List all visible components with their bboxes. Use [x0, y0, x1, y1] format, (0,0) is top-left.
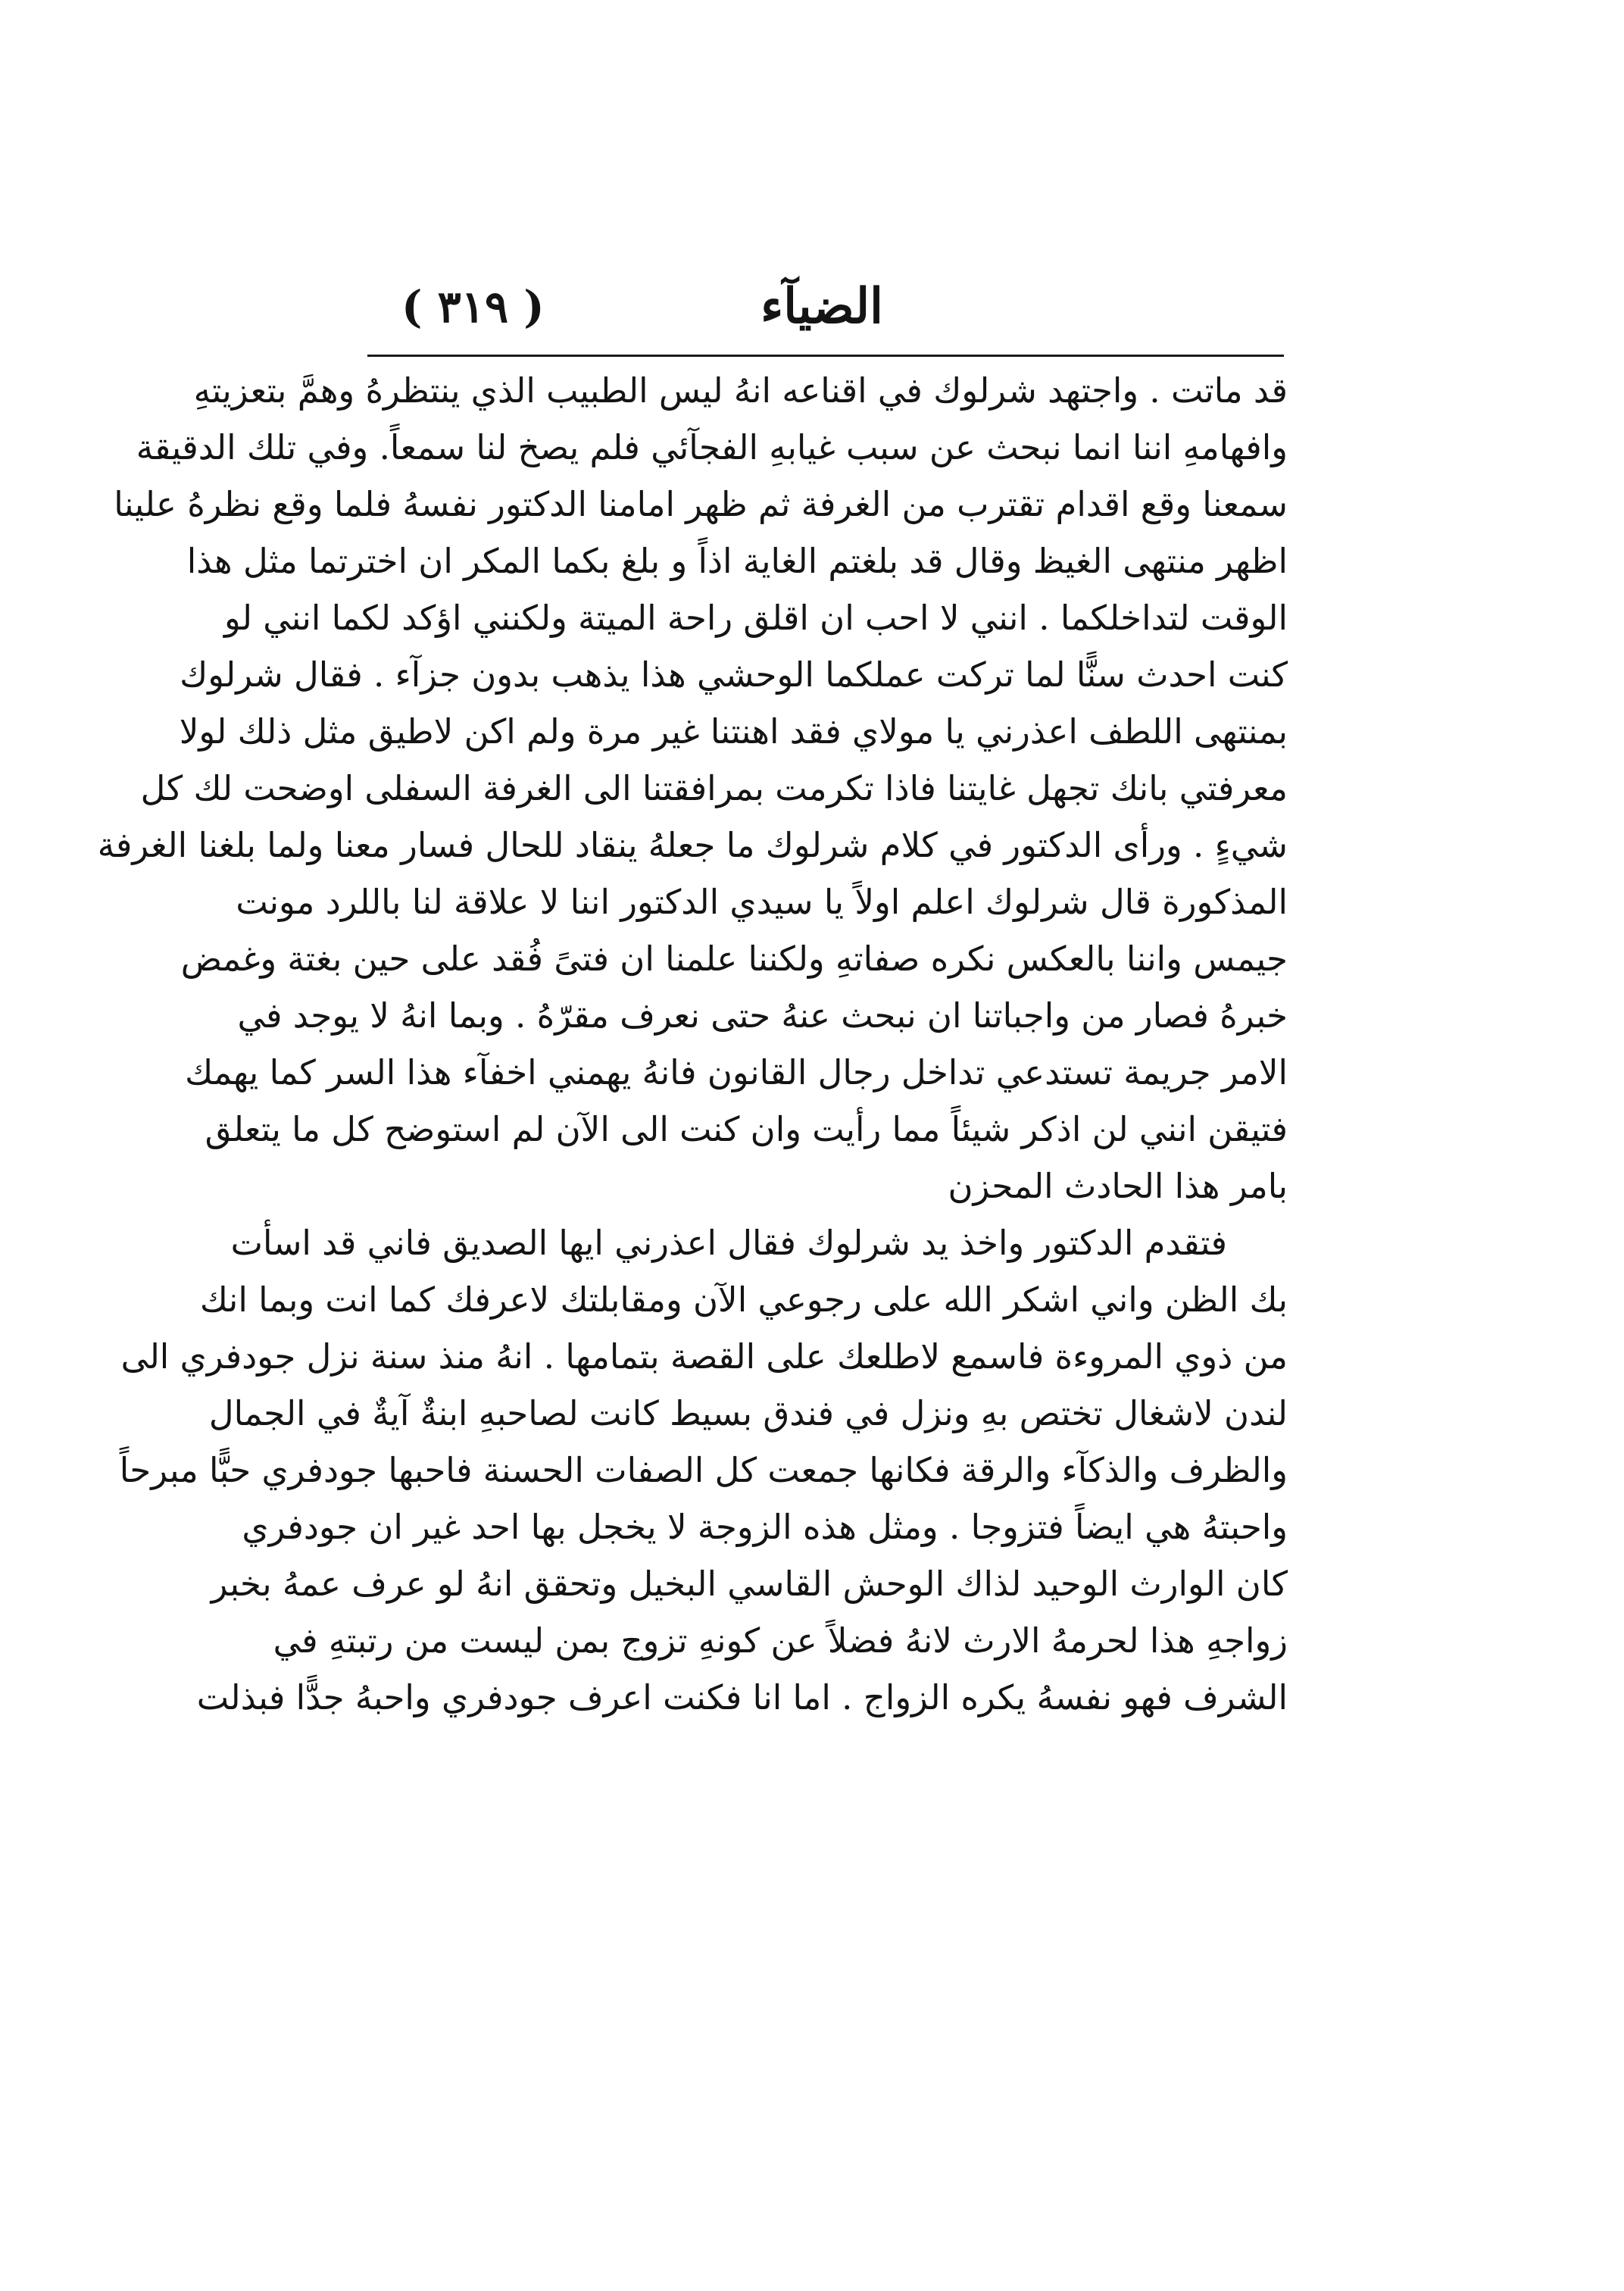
page-header [356, 269, 1288, 352]
text-line: الوقت لتداخلكما . انني لا احب ان اقلق راحة الميتة ولكنني اؤكد لكما انني لو [224, 598, 1288, 638]
body-text [97, 362, 1288, 1726]
text-line: شيءٍ . ورأى الدكتور في كلام شرلوك ما جعلهُ ينقاد للحال فسار معنا ولما بلغنا الغرفة [97, 825, 1288, 865]
text-line: معرفتي بانك تجهل غايتنا فاذا تكرمت بمرافقتنا الى الغرفة السفلى اوضحت لك كل [140, 768, 1288, 808]
text-line: جيمس واننا بالعكس نكره صفاتهِ ولكننا علمنا ان فتىً فُقد على حين بغتة وغمض [180, 939, 1288, 979]
text-line: خبرهُ فصار من واجباتنا ان نبحث عنهُ حتى نعرف مقرّهُ . وبما انهُ لا يوجد في [237, 995, 1288, 1036]
text-line: الشرف فهو نفسهُ يكره الزواج . اما انا فكنت اعرف جودفري واحبهُ جدًّا فبذلت [196, 1677, 1288, 1717]
text-line: وافهامهِ اننا انما نبحث عن سبب غيابهِ الفجآئي فلم يصخ لنا سمعاً. وفي تلك الدقيقة [136, 427, 1288, 467]
text-line: زواجهِ هذا لحرمهُ الارث لانهُ فضلاً عن كونهِ تزوج بمن ليست من رتبتهِ في [273, 1621, 1288, 1661]
text-line: كان الوارث الوحيد لذاك الوحش القاسي البخيل وتحقق انهُ لو عرف عمهُ بخبر [211, 1564, 1288, 1604]
text-line: من ذوي المروءة فاسمع لاطلعك على القصة بتمامها . انهُ منذ سنة نزل جودفري الى [120, 1336, 1288, 1377]
page-number: ( ٣١٩ ) [401, 281, 545, 333]
text-line: كنت احدث سنًّا لما تركت عملكما الوحشي هذا يذهب بدون جزآء . فقال شرلوك [180, 655, 1288, 695]
text-line: قد ماتت . واجتهد شرلوك في اقناعه انهُ ليس الطبيب الذي ينتظرهُ وهمَّ بتعزيتهِ [193, 370, 1288, 411]
text-line: بمنتهى اللطف اعذرني يا مولاي فقد اهنتنا غير مرة ولم اكن لاطيق مثل ذلك لولا [179, 711, 1288, 752]
text-line: الامر جريمة تستدعي تداخل رجال القانون فانهُ يهمني اخفآء هذا السر كما يهمك [185, 1052, 1288, 1092]
header-rule [367, 355, 1284, 357]
paragraph-end-line: بامر هذا الحادث المحزن [948, 1166, 1288, 1206]
text-line: اظهر منتهى الغيظ وقال قد بلغتم الغاية اذاً و بلغ بكما المكر ان اخترتما مثل هذا [186, 541, 1288, 581]
text-line: فتيقن انني لن اذكر شيئاً مما رأيت وان كنت الى الآن لم استوضح كل ما يتعلق [205, 1109, 1288, 1149]
text-line: المذكورة قال شرلوك اعلم اولاً يا سيدي الدكتور اننا لا علاقة لنا باللرد مونت [236, 882, 1288, 922]
text-line: بك الظن واني اشكر الله على رجوعي الآن ومقابلتك لاعرفك كما انت وبما انك [199, 1280, 1288, 1320]
text-line: واحبتهُ هي ايضاً فتزوجا . ومثل هذه الزوجة لا يخجل بها احد غير ان جودفري [242, 1507, 1288, 1547]
running-title: الضيآء [760, 278, 883, 335]
text-line: سمعنا وقع اقدام تقترب من الغرفة ثم ظهر امامنا الدكتور نفسهُ فلما وقع نظرهُ علينا [114, 484, 1288, 524]
text-line: لندن لاشغال تختص بهِ ونزل في فندق بسيط كانت لصاحبهِ ابنةٌ آيةٌ في الجمال [208, 1393, 1288, 1433]
paragraph-start-line: فتقدم الدكتور واخذ يد شرلوك فقال اعذرني ايها الصديق فاني قد اسأت [230, 1223, 1227, 1263]
text-line: والظرف والذكآء والرقة فكانها جمعت كل الصفات الحسنة فاحبها جودفري حبًّا مبرحاً [119, 1450, 1288, 1490]
